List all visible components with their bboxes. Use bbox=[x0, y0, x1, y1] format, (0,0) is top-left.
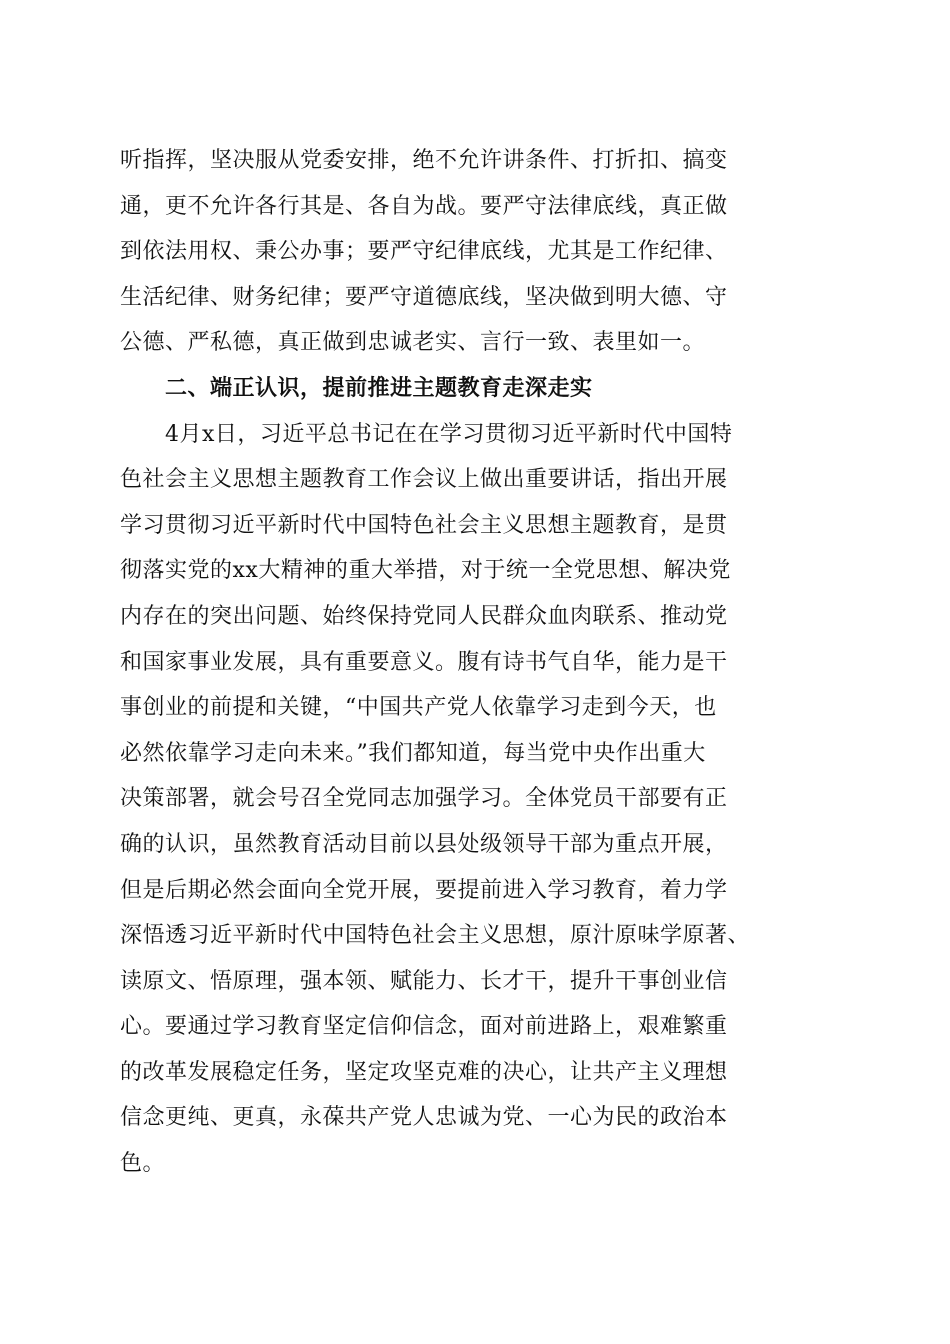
paragraph-line: 内存在的突出问题、始终保持党同人民群众血肉联系、推动党 bbox=[120, 603, 728, 629]
paragraph-line: 读原文、悟原理，强本领、赋能力、长才干，提升干事创业信 bbox=[120, 968, 728, 994]
section-heading: 二、端正认识，提前推进主题教育走深走实 bbox=[120, 375, 593, 401]
paragraph-line: 事创业的前提和关键，“中国共产党人依靠学习走到今天，也 bbox=[120, 695, 717, 721]
paragraph-line: 通，更不允许各行其是、各自为战。要严守法律底线，真正做 bbox=[120, 193, 728, 219]
paragraph-line: 色社会主义思想主题教育工作会议上做出重要讲话，指出开展 bbox=[120, 467, 728, 493]
paragraph-line: 4月x日，习近平总书记在在学习贯彻习近平新时代中国特 bbox=[120, 421, 733, 447]
paragraph-line: 彻落实党的xx大精神的重大举措，对于统一全党思想、解决党 bbox=[120, 558, 731, 584]
paragraph-line: 色。 bbox=[120, 1151, 166, 1177]
paragraph-line: 深悟透习近平新时代中国特色社会主义思想，原汁原味学原著、 bbox=[120, 923, 751, 949]
paragraph-line: 和国家事业发展，具有重要意义。腹有诗书气自华，能力是干 bbox=[120, 649, 728, 675]
paragraph-line: 生活纪律、财务纪律；要严守道德底线，坚决做到明大德、守 bbox=[120, 284, 728, 310]
paragraph-line: 决策部署，就会号召全党同志加强学习。全体党员干部要有正 bbox=[120, 786, 728, 812]
paragraph-line: 到依法用权、秉公办事；要严守纪律底线，尤其是工作纪律、 bbox=[120, 239, 728, 265]
paragraph-line: 确的认识，虽然教育活动目前以县处级领导干部为重点开展， bbox=[120, 831, 728, 857]
paragraph-line: 但是后期必然会面向全党开展，要提前进入学习教育，着力学 bbox=[120, 877, 728, 903]
document-body bbox=[120, 138, 840, 1187]
paragraph-line: 心。要通过学习教育坚定信仰信念，面对前进路上，艰难繁重 bbox=[120, 1014, 728, 1040]
paragraph-line: 听指挥，坚决服从党委安排，绝不允许讲条件、打折扣、搞变 bbox=[120, 148, 728, 173]
paragraph-line: 必然依靠学习走向未来。”我们都知道，每当党中央作出重大 bbox=[120, 740, 706, 766]
paragraph-line: 信念更纯、更真，永葆共产党人忠诚为党、一心为民的政治本 bbox=[120, 1105, 728, 1131]
paragraph-line: 的改革发展稳定任务，坚定攻坚克难的决心，让共产主义理想 bbox=[120, 1059, 728, 1085]
paragraph-line: 学习贯彻习近平新时代中国特色社会主义思想主题教育，是贯 bbox=[120, 512, 728, 538]
paragraph-line: 公德、严私德，真正做到忠诚老实、言行一致、表里如一。 bbox=[120, 330, 706, 356]
